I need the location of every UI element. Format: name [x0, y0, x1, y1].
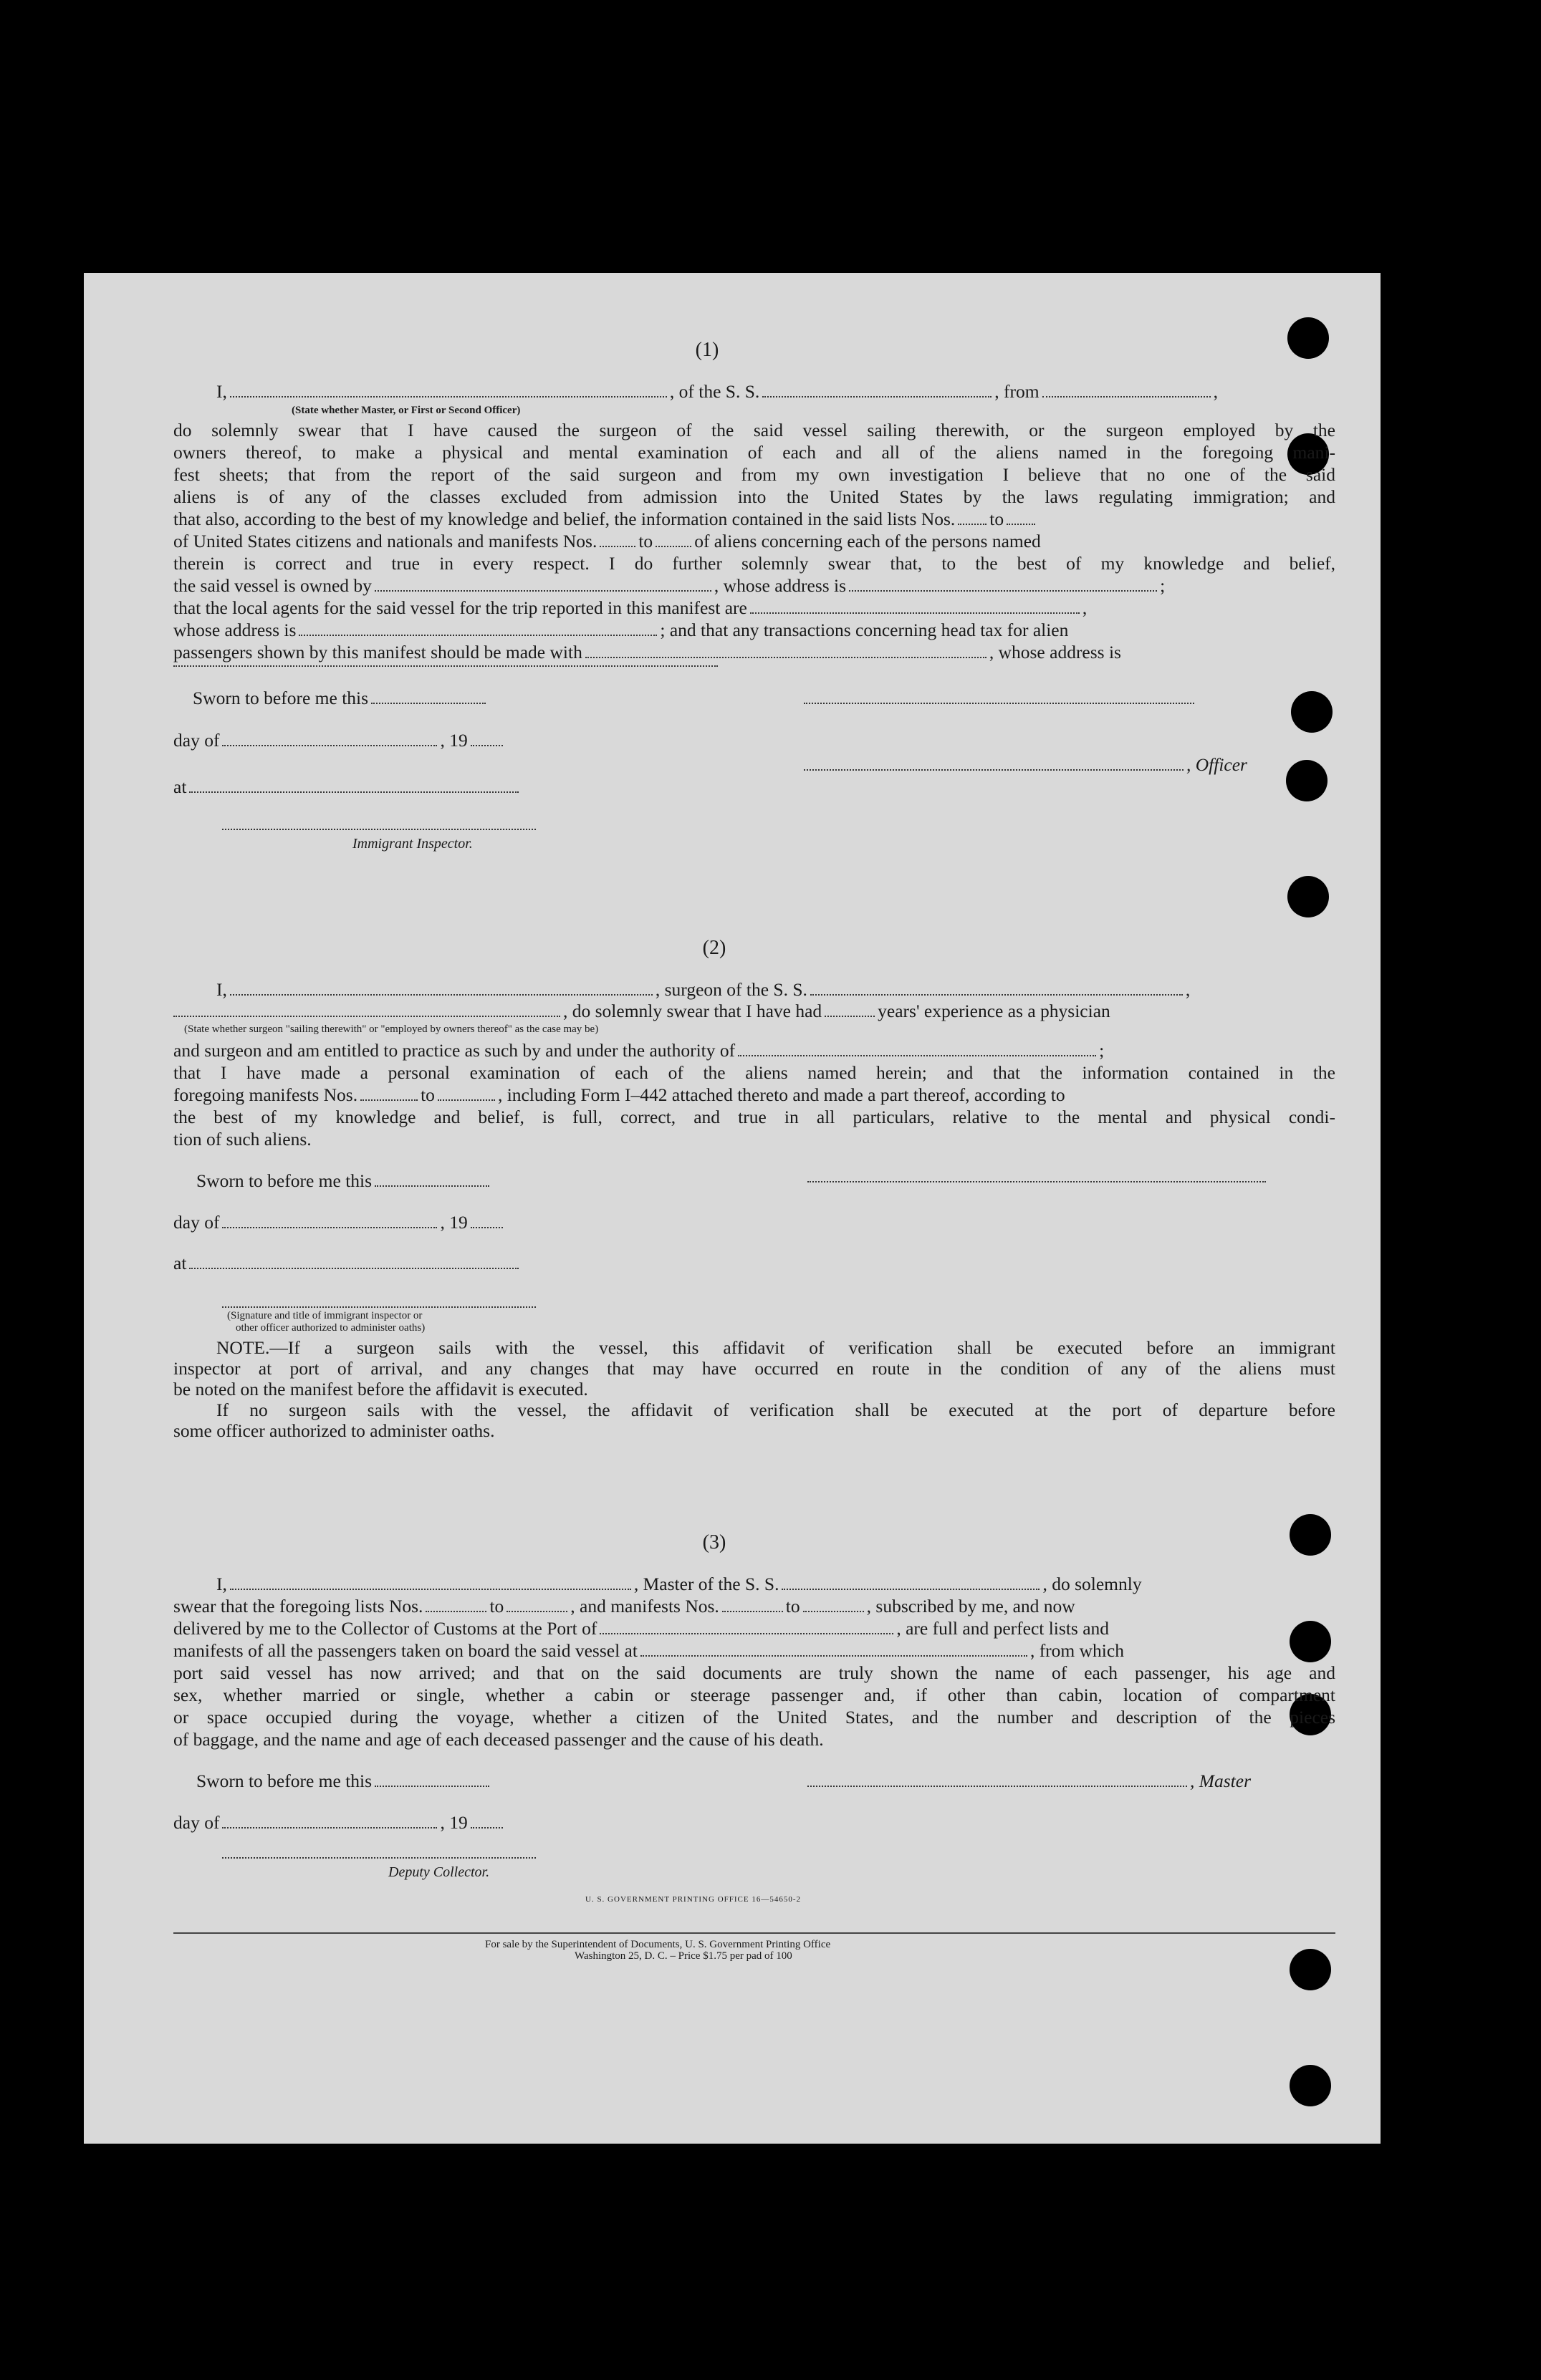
- sec1-signature-line[interactable]: [804, 703, 1194, 704]
- sec1-line-6: that also, according to the best of my knowledge and belief, the information contained in the said lists Nos. to: [173, 508, 1038, 530]
- punch-hole: [1290, 1514, 1331, 1556]
- agents-address-field[interactable]: [299, 629, 657, 636]
- sec2-sig-note-2: other officer authorized to administer oaths): [236, 1322, 426, 1334]
- inspector-signature-line[interactable]: [222, 829, 536, 830]
- immigrant-inspector-label: Immigrant Inspector.: [352, 836, 473, 852]
- sec2-line-5: foregoing manifests Nos. to , including Form I–442 attached thereto and made a part thereof, according to: [173, 1084, 1065, 1105]
- sec2-manifests-to-field[interactable]: [438, 1094, 495, 1101]
- sec3-sworn-date-field[interactable]: [375, 1780, 489, 1787]
- day-of-field[interactable]: [222, 739, 437, 746]
- deputy-collector-label: Deputy Collector.: [388, 1864, 490, 1880]
- sec3-lists-to-field[interactable]: [507, 1605, 567, 1612]
- punch-hole: [1290, 2065, 1331, 2106]
- punch-hole: [1290, 1621, 1331, 1662]
- year-field[interactable]: [471, 739, 503, 746]
- sec3-manifests-to-field[interactable]: [803, 1605, 864, 1612]
- sec1-sworn: Sworn to before me this: [193, 687, 489, 709]
- sec3-master: , Master: [807, 1770, 1251, 1792]
- sec1-address-line[interactable]: [173, 665, 718, 667]
- sec2-sworn: Sworn to before me this: [196, 1170, 492, 1192]
- sec1-at: at: [173, 776, 522, 798]
- sec3-day-of-field[interactable]: [222, 1821, 437, 1829]
- sec2-manifests-from-field[interactable]: [360, 1094, 418, 1101]
- master-ship-field[interactable]: [782, 1583, 1040, 1590]
- sec3-line-2: swear that the foregoing lists Nos. to , and manifests Nos. to , subscribed by me, and now: [173, 1596, 1075, 1617]
- master-name-field[interactable]: [230, 1583, 631, 1590]
- sec2-note-4: If no surgeon sails with the vessel, the affidavit of verification shall be executed at the port of departure before: [216, 1399, 1335, 1420]
- punch-hole: [1290, 1949, 1331, 1990]
- boarding-port-field[interactable]: [640, 1649, 1027, 1657]
- sec3-sworn: Sworn to before me this: [196, 1770, 492, 1792]
- surgeon-status-field[interactable]: [173, 1010, 560, 1017]
- sec3-line-4: manifests of all the passengers taken on board the said vessel at , from which: [173, 1640, 1124, 1661]
- sec2-year-field[interactable]: [471, 1221, 503, 1228]
- sec3-line-7: or space occupied during the voyage, whether a citizen of the United States, and the number and description of the pieces: [173, 1707, 1335, 1728]
- sec2-day-of-field[interactable]: [222, 1221, 437, 1228]
- footer-rule: [173, 1932, 1335, 1934]
- sec2-at: at: [173, 1252, 522, 1274]
- sec2-note-2: inspector at port of arrival, and any changes that may have occurred en route in the condition of any of the aliens must: [173, 1358, 1335, 1379]
- at-place-field[interactable]: [189, 786, 519, 793]
- head-tax-contact-field[interactable]: [585, 651, 986, 658]
- sec2-day: day of , 19: [173, 1211, 506, 1233]
- sale-notice-1: For sale by the Superintendent of Documents, U. S. Government Printing Office: [485, 1939, 831, 1950]
- authority-field[interactable]: [738, 1049, 1096, 1056]
- sec3-lists-from-field[interactable]: [426, 1605, 486, 1612]
- sec2-note-3: be noted on the manifest before the affidavit is executed.: [173, 1379, 588, 1399]
- owner-field[interactable]: [375, 584, 711, 592]
- gpo-imprint: U. S. GOVERNMENT PRINTING OFFICE 16—54650-2: [585, 1895, 802, 1904]
- surgeon-signature-line[interactable]: [807, 1181, 1266, 1182]
- sec1-day: day of , 19: [173, 729, 506, 751]
- sec2-sig-note-1: (Signature and title of immigrant inspector or: [227, 1310, 423, 1321]
- sec1-officer: , Officer: [804, 753, 1247, 776]
- section-2-number: (2): [702, 937, 726, 959]
- sec2-note-1: NOTE.—If a surgeon sails with the vessel, this affidavit of verification shall be executed before an immigrant: [216, 1337, 1335, 1358]
- sec1-line-10: that the local agents for the said vessel for the trip reported in this manifest are ,: [173, 597, 1088, 618]
- sec2-sworn-date-field[interactable]: [375, 1180, 489, 1187]
- master-signature-field[interactable]: [807, 1780, 1187, 1787]
- sec2-status-note: (State whether surgeon "sailing therewith" or "employed by owners thereof" as the case may be): [184, 1023, 599, 1035]
- lists-to-field[interactable]: [1007, 518, 1035, 525]
- sworn-date-field[interactable]: [371, 697, 486, 704]
- section-1-number: (1): [695, 339, 719, 361]
- sec2-note-5: some officer authorized to administer oaths.: [173, 1420, 495, 1441]
- officer-signature-field[interactable]: [804, 763, 1184, 771]
- section-3-number: (3): [702, 1531, 726, 1553]
- owner-address-field[interactable]: [849, 584, 1157, 592]
- sec1-rank-note: (State whether Master, or First or Second Officer): [292, 405, 521, 416]
- sec1-line-5: aliens is of any of the classes excluded from admission into the United States by the laws regulating immigration; and: [173, 486, 1335, 507]
- ship-name-field[interactable]: [762, 390, 992, 398]
- sec3-manifests-from-field[interactable]: [722, 1605, 783, 1612]
- sec1-line-4: fest sheets; that from the report of the said surgeon and from my own investigation I believe that no one of the said: [173, 464, 1335, 485]
- sec1-line-3: owners thereof, to make a physical and mental examination of each and all of the aliens named in the foregoing mani-: [173, 442, 1335, 463]
- sec1-line-2: do solemnly swear that I have caused the surgeon of the said vessel sailing therewith, or the surgeon employed by the: [173, 420, 1335, 440]
- sec2-line-2: , do solemnly swear that I have had years' experience as a physician: [173, 1000, 1110, 1022]
- collector-signature-line[interactable]: [222, 1857, 536, 1859]
- surgeon-name-field[interactable]: [230, 988, 653, 996]
- punch-hole: [1286, 760, 1328, 801]
- sec2-official-signature-line[interactable]: [222, 1306, 536, 1308]
- sec3-line-6: sex, whether married or single, whether a cabin or steerage passenger and, if other than cabin, location of compartment: [173, 1685, 1335, 1705]
- sec1-line-11: whose address is ; and that any transactions concerning head tax for alien: [173, 620, 1069, 640]
- years-experience-field[interactable]: [825, 1010, 875, 1017]
- sec1-line-9: the said vessel is owned by , whose address is ;: [173, 575, 1166, 596]
- punch-hole: [1287, 876, 1329, 917]
- local-agents-field[interactable]: [750, 607, 1080, 614]
- sec1-line-8: therein is correct and true in every respect. I do further solemnly swear that, to the best of my knowledge and belief,: [173, 553, 1335, 574]
- sec2-line-1: I, , surgeon of the S. S. ,: [216, 979, 1191, 1000]
- sec3-line-1: I, , Master of the S. S. , do solemnly: [216, 1574, 1142, 1594]
- sale-notice-2: Washington 25, D. C. – Price $1.75 per pad of 100: [575, 1950, 792, 1962]
- sec2-line-6: the best of my knowledge and belief, is full, correct, and true in all particulars, relative to the mental and physical condi-: [173, 1107, 1335, 1127]
- punch-hole: [1291, 691, 1333, 733]
- sec1-line-12: passengers shown by this manifest should be made with , whose address is: [173, 642, 1121, 663]
- officer-name-field[interactable]: [230, 390, 667, 398]
- sec3-line-5: port said vessel has now arrived; and that on the said documents are truly shown the name of each passenger, his age and: [173, 1662, 1335, 1683]
- sec2-at-place-field[interactable]: [189, 1262, 519, 1269]
- manifests-from-field[interactable]: [600, 540, 635, 547]
- sec2-line-4: that I have made a personal examination of each of the aliens named herein; and that the information contained in the: [173, 1062, 1335, 1083]
- lists-from-field[interactable]: [958, 518, 986, 525]
- form-page: [84, 273, 1381, 2144]
- manifests-to-field[interactable]: [656, 540, 691, 547]
- sec3-year-field[interactable]: [471, 1821, 503, 1829]
- sec2-line-7: tion of such aliens.: [173, 1129, 312, 1150]
- sec3-line-8: of baggage, and the name and age of each deceased passenger and the cause of his death.: [173, 1729, 824, 1750]
- surgeon-ship-field[interactable]: [810, 988, 1183, 996]
- sec3-day: day of , 19: [173, 1811, 506, 1834]
- sec2-line-3: and surgeon and am entitled to practice as such by and under the authority of ;: [173, 1040, 1105, 1061]
- sec3-line-3: delivered by me to the Collector of Customs at the Port of , are full and perfect lists and: [173, 1618, 1110, 1639]
- punch-hole: [1287, 317, 1329, 359]
- from-port-field[interactable]: [1042, 390, 1211, 398]
- sec1-line-7: of United States citizens and nationals and manifests Nos. to of aliens concerning each of the persons named: [173, 531, 1041, 551]
- sec1-line-1: I, , of the S. S. , from ,: [216, 381, 1218, 402]
- port-field[interactable]: [600, 1627, 893, 1634]
